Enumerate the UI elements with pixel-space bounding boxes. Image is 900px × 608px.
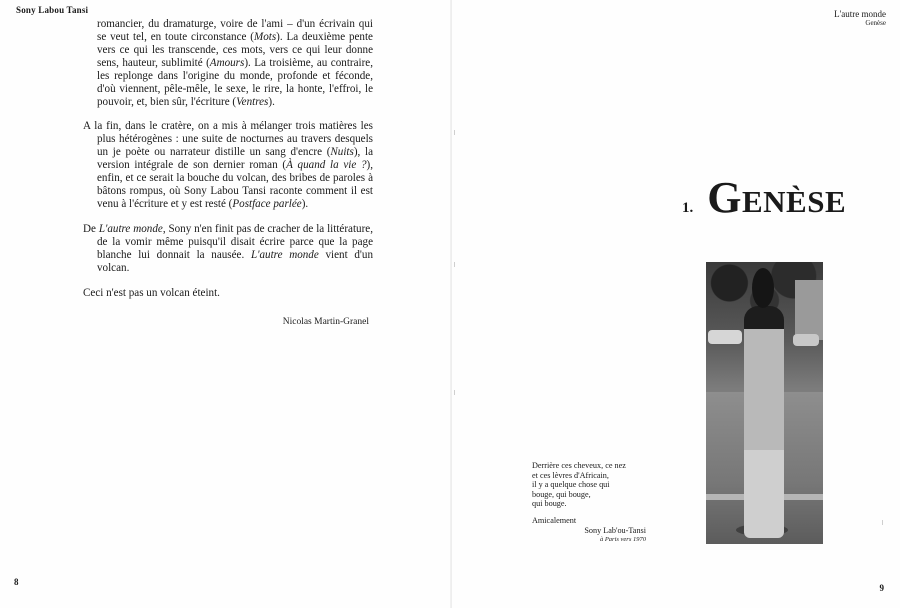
caption-line: bouge, qui bouge, — [532, 489, 591, 499]
caption-line: il y a quelque chose qui — [532, 480, 610, 490]
italic-run: L'autre monde — [98, 223, 163, 235]
text-run: romancier, du dramaturge, voire de l'ami – d'un écrivain qui se veut tel, en toute circonstance ( — [97, 18, 373, 43]
italic-run: Postface parlée — [232, 198, 302, 210]
paragraph-continuation — [83, 18, 373, 109]
caption-place: à Paris vers 1970 — [599, 536, 646, 544]
text-run: De — [83, 223, 99, 235]
photo-figure-head — [752, 268, 774, 308]
italic-run: Ventres — [236, 96, 269, 108]
caption-line: Derrière ces cheveux, ce nez — [532, 461, 626, 470]
signature: Nicolas Martin-Granel — [282, 317, 369, 327]
paragraph-crater — [83, 120, 373, 211]
running-head-title: L'autre monde — [834, 9, 886, 19]
photo-caption — [532, 461, 646, 545]
text-run: ). — [268, 96, 275, 108]
chapter-title: Genèse — [707, 173, 847, 222]
page-number-right: 9 — [879, 583, 884, 593]
running-head-author: Sony Labou Tansi — [16, 5, 89, 15]
paragraph-volcan: Ceci n'est pas un volcan éteint. — [83, 287, 220, 299]
chapter-number: 1. — [682, 200, 694, 216]
text-run: vient d'un volcan. — [97, 249, 374, 274]
italic-run: L'autre monde — [250, 249, 319, 261]
italic-run: Nuits — [330, 146, 354, 158]
paragraph-autre-monde — [83, 223, 373, 275]
chapter-heading — [682, 172, 846, 223]
photo-building — [795, 280, 823, 340]
text-run: ), la version intégrale de son dernier roman ( — [97, 146, 373, 171]
text-run: ), enfin, et ce serait la bouche du volcan, des bribes de paroles à bâtons rompus, où Sony Labou Tansi raconte comment il est venu à l'écriture et y est resté ( — [97, 159, 373, 210]
caption-line: et ces lèvres d'Africain, — [532, 470, 609, 480]
caption-author: Sony Lab'ou-Tansi — [584, 525, 646, 535]
photo-car — [793, 334, 819, 346]
photo-car — [708, 330, 742, 344]
italic-run: Amours — [209, 57, 245, 69]
text-run: ). La deuxième pente vers ce qui les transcende, ces mots, vers ce qui leur donne sens, hauteur, sublimité ( — [97, 31, 373, 69]
body-text — [83, 18, 373, 329]
caption-closing: Amicalement — [532, 515, 577, 525]
italic-run: Mots — [253, 31, 277, 43]
photo-figure — [744, 306, 784, 538]
text-run: , Sony n'en finit pas de cracher de la littérature, de la vomir même puisqu'il disait écrire parce que la page blanche lui donnait la nausée. — [97, 223, 373, 261]
text-run: ). La troisième, au contraire, les replonge dans l'origine du monde, profonde et féconde, d'où viennent, pêle-mêle, le sexe, le rire, la honte, l'effroi, le pouvoir, et, bien sûr, l'écriture ( — [97, 57, 373, 108]
text-run: ). — [301, 198, 309, 210]
italic-run: À quand la vie ? — [286, 159, 367, 171]
running-head-book — [834, 10, 886, 28]
right-page — [452, 0, 900, 608]
author-photograph — [706, 262, 823, 544]
text-run: A la fin, dans le cratère, on a mis à mélanger trois matières les plus hétérogènes : une suite de nocturnes au travers desquels un je poète ou narrateur distille un sang d'encre ( — [83, 120, 373, 158]
page-number-left: 8 — [14, 577, 19, 587]
caption-line: qui bouge. — [532, 499, 567, 509]
running-head-subtitle: Genèse — [865, 19, 886, 27]
